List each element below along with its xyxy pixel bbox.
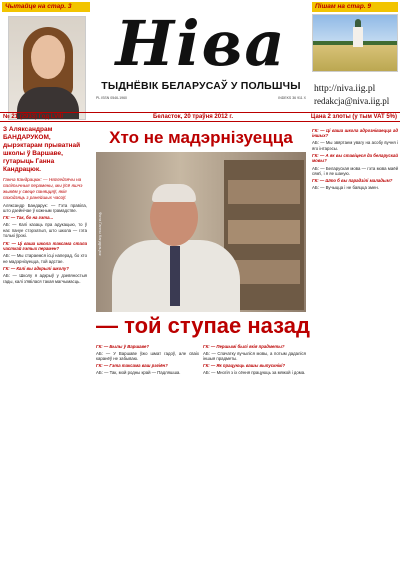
issn-number: PL ISSN 0546-1960 xyxy=(96,96,128,100)
website-link[interactable]: http://niva.iig.pl xyxy=(314,84,376,94)
issue-price: Цана 2 злоты (у тым VAT 5%) xyxy=(310,114,397,120)
center-left-column xyxy=(96,342,199,584)
issue-info-bar xyxy=(0,112,400,122)
interview-answer: АБ: — Школу я адкрыў у дзевяностыя гады, калі з'явілася такая магчымасць. xyxy=(3,273,87,284)
photo-tie xyxy=(170,246,180,306)
issn-row xyxy=(96,96,306,100)
interview-answer: АБ: — У Варшаве ўжо шмат гадоў, але сваіх каранёў не забываю. xyxy=(96,350,199,362)
right-article-column xyxy=(312,126,398,584)
landscape-church xyxy=(353,27,363,47)
interview-question: ГК: — Што б вы парадзілі маладым? xyxy=(312,178,393,184)
photo-credit: Фота Ганны Кандрацюк xyxy=(98,212,103,256)
interview-answer: АБ: — Мы звяртаем увагу на асобу вучня і яго інтарэсы. xyxy=(312,140,398,151)
interview-answer: АБ: — Многія з іх сёння працуюць за мяжой і дома. xyxy=(203,370,306,376)
interview-question: ГК: — А як вы ставіцеся да беларускай мовы? xyxy=(312,152,398,164)
right-teaser-label: Пішам на стар. 9 xyxy=(312,2,398,12)
interview-question: ГК: — Калі вы адкрылі школу? xyxy=(3,265,69,271)
article-lead: З Аляксандрам БАНДАРУКОМ, дырэктарам прыватнай школы ў Варшаве, гутарыць Ганна Кандрацюк. xyxy=(3,126,81,173)
photo-man-hair xyxy=(152,184,196,202)
landscape-field xyxy=(313,45,398,72)
interview-question: ГК: — Ці ваша школа адрозніваецца ад іншых? xyxy=(312,127,398,139)
interview-answer: АБ: — Беларуская мова — гэта мова маёй сям'і, і я яе шаную. xyxy=(312,165,398,177)
left-interview-text xyxy=(3,203,87,285)
email-link[interactable]: redakcja@niva.iig.pl xyxy=(314,96,390,106)
teaser-landscape-photo xyxy=(312,14,398,72)
article-byline: Ганна Кандрацюк: — Нягледзячы на палітычныя перамены, мы ўсё яшчэ жывём у свеце паняццяў, якія паходзяць з ранейшых часоў. xyxy=(3,177,83,200)
interview-question: ГК: — Як працуюць вашы выпускнікі? xyxy=(203,363,286,369)
interview-answer: АБ: — Спачатку вучыліся мовы, а потым дадаліся іншыя прадметы. xyxy=(203,350,306,362)
interview-answer: АБ: — Так, мой родны край — Падляшша. xyxy=(96,370,181,376)
index-number: INDEKS 36 911 X xyxy=(278,96,306,100)
left-article-column xyxy=(3,126,87,584)
headline-top: Хто не мадэрнізуецца xyxy=(109,128,293,147)
headline-bottom: — той ступае назад xyxy=(96,313,310,338)
interview-answer: АБ: — Мы стараемся ісці наперад, бо хто не мадэрнізуецца, той адстае. xyxy=(3,253,87,264)
interview-question: ГК: — Ці ваша школа таксама стала часткай гэтых перамен? xyxy=(3,240,87,252)
interview-question: ГК: — Гэта таксама ваш рэгіён? xyxy=(96,363,168,369)
left-teaser[interactable] xyxy=(2,2,90,122)
newspaper-logo: Ніва xyxy=(115,7,287,80)
teaser-portrait-photo xyxy=(8,16,86,120)
masthead xyxy=(0,0,400,125)
interview-answer: АБ: — Калі казаць пра адукацыю, то ў нас пануе стэрэатып, што школа — гэта толькі ўрокі. xyxy=(3,222,87,239)
left-teaser-label: Чытайце на стар. 3 xyxy=(2,2,90,12)
newspaper-subtitle: ТЫДНЁВІК БЕЛАРУСАЎ У ПОЛЬШЧЫ xyxy=(101,80,301,92)
interview-answer: Аляксандр Бандарук: — Гэта правіла, што дзейнічае ў кожным грамадстве. xyxy=(3,202,87,214)
interview-answer: АБ: — Вучыцца і не баяцца змен. xyxy=(312,185,379,191)
right-teaser[interactable] xyxy=(312,2,398,74)
interview-question: ГК: — Былы ў Варшаве? xyxy=(96,343,150,349)
interview-photo xyxy=(96,152,306,312)
center-body-columns xyxy=(96,342,306,584)
issue-date: Беласток, 20 траўня 2012 г. xyxy=(153,114,233,120)
interview-question: ГК: — Так, бо на гэта... xyxy=(3,215,54,221)
interview-question: ГК: — Першымі былі якія прадметы? xyxy=(203,343,285,349)
issue-number: № 21 (2933) Год LVIII xyxy=(3,114,64,120)
portrait-face xyxy=(31,35,65,79)
center-right-column xyxy=(203,342,306,584)
